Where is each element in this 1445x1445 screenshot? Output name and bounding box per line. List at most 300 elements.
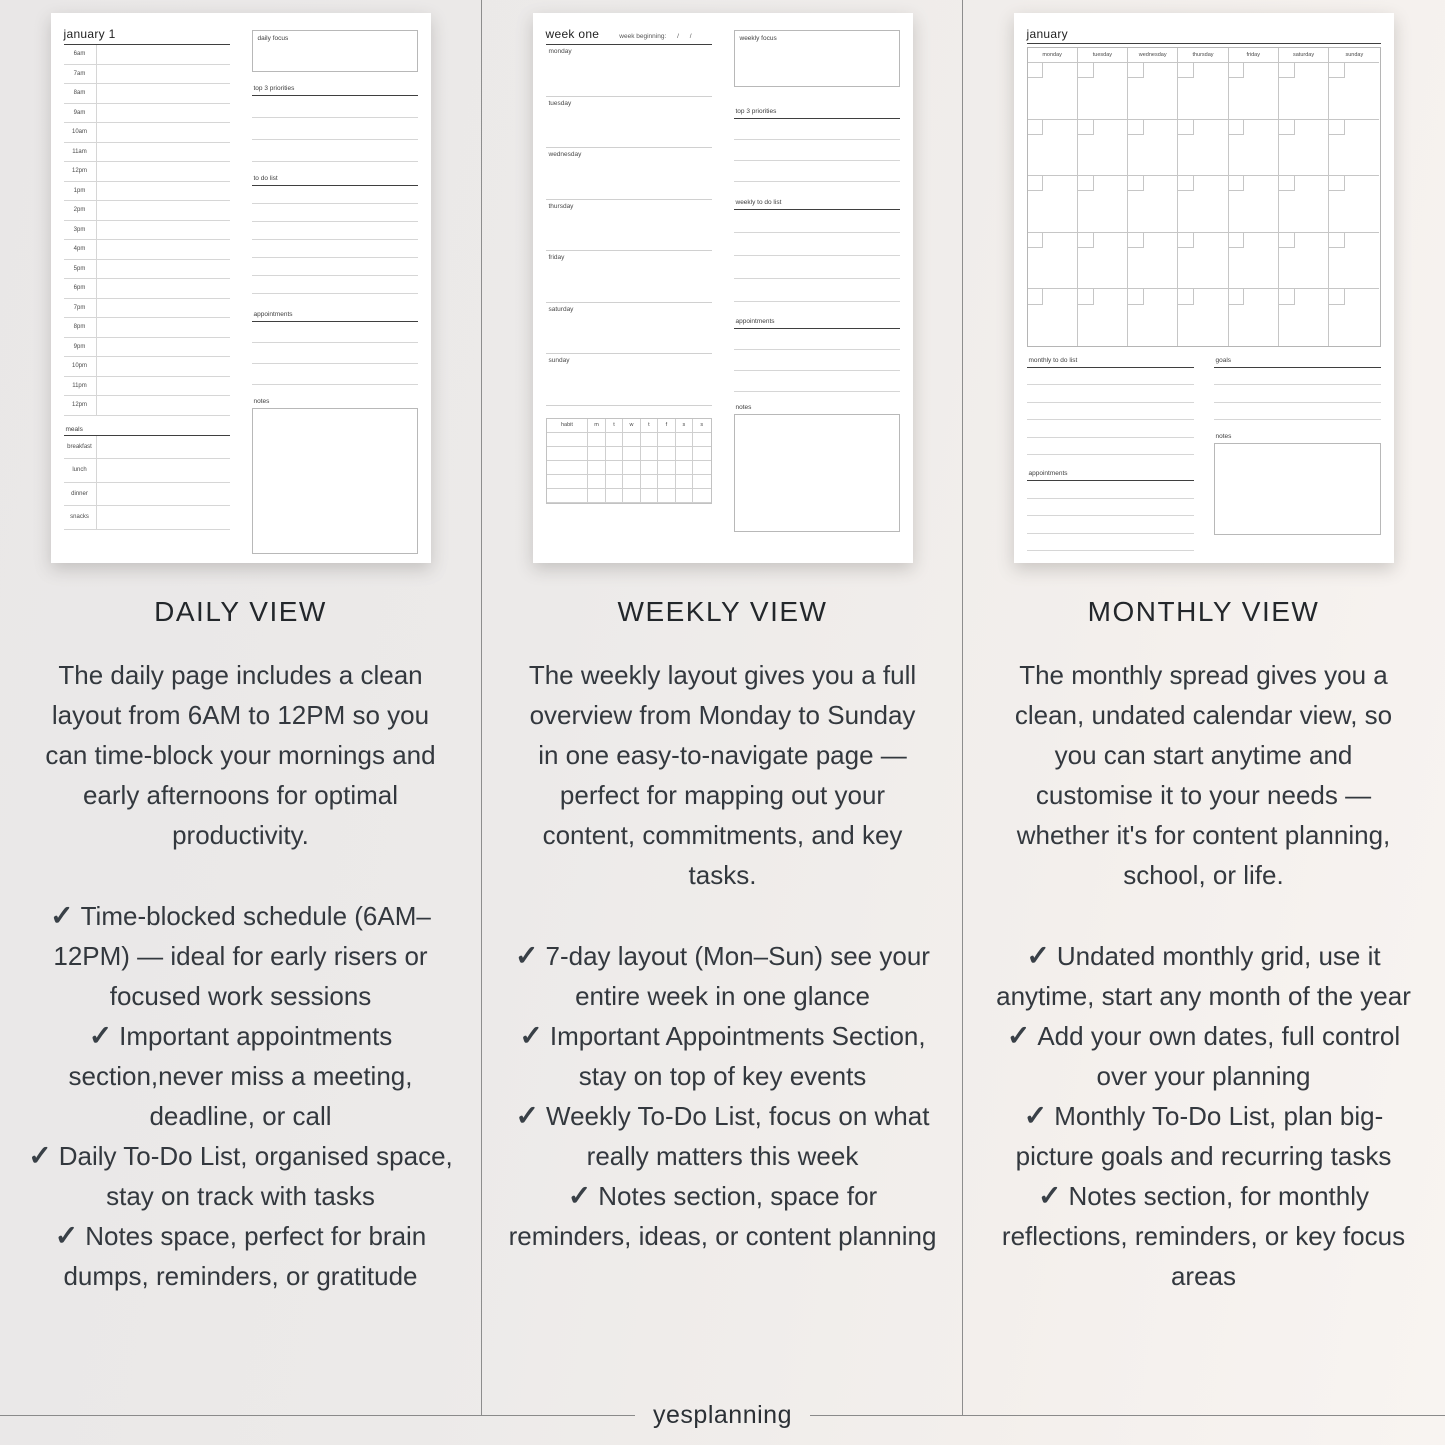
habit-cell bbox=[693, 461, 710, 475]
date-box bbox=[1178, 233, 1194, 248]
notes-box bbox=[734, 414, 900, 532]
weekday-header-cell: thursday bbox=[1178, 48, 1228, 63]
check-icon: ✓ bbox=[519, 1020, 543, 1051]
habit-cell bbox=[693, 475, 710, 489]
check-icon: ✓ bbox=[1023, 1100, 1048, 1131]
date-box bbox=[1178, 289, 1194, 305]
calendar-day-cell bbox=[1178, 289, 1228, 346]
goals-section bbox=[1214, 357, 1381, 421]
habit-cell bbox=[676, 475, 693, 489]
time-label: 11am bbox=[64, 143, 97, 162]
date-box bbox=[1279, 176, 1295, 191]
monthly-bottom-right bbox=[1214, 357, 1381, 552]
to-do-list-label: to do list bbox=[252, 175, 418, 186]
date-box bbox=[1329, 120, 1345, 135]
calendar-day-cell bbox=[1329, 176, 1379, 233]
date-box bbox=[1178, 63, 1194, 78]
ruled-line bbox=[734, 371, 900, 392]
date-box bbox=[1128, 289, 1144, 305]
time-entry-cell bbox=[97, 143, 230, 162]
calendar-day-cell bbox=[1229, 233, 1279, 290]
calendar-day-cell bbox=[1279, 289, 1329, 346]
weekday-header-cell: wednesday bbox=[1128, 48, 1178, 63]
meal-entry-cell bbox=[97, 506, 230, 529]
date-box bbox=[1028, 233, 1044, 248]
goals-label: goals bbox=[1214, 357, 1381, 368]
footer-rule-right bbox=[810, 1415, 1445, 1416]
notes-label: notes bbox=[735, 404, 752, 411]
weekly-page-title: week one bbox=[545, 27, 600, 41]
date-box bbox=[1078, 233, 1094, 248]
meal-label: dinner bbox=[64, 483, 97, 506]
habit-cell bbox=[623, 489, 640, 503]
ruled-line bbox=[1027, 385, 1194, 403]
feature-list bbox=[508, 936, 938, 1256]
feature-item bbox=[508, 1016, 938, 1096]
column-daily bbox=[0, 0, 481, 1296]
calendar-day-cell bbox=[1329, 63, 1379, 120]
time-entry-cell bbox=[97, 45, 230, 64]
weekly-planner-preview bbox=[533, 13, 913, 563]
time-label: 4pm bbox=[64, 240, 97, 259]
time-entry-cell bbox=[97, 377, 230, 396]
column-description: The daily page includes a clean layout from 6AM to 12PM so you can time-block your mornings and early afternoons for optimal productivity. bbox=[45, 660, 436, 850]
time-label: 1pm bbox=[64, 182, 97, 201]
time-slot-row bbox=[64, 357, 230, 377]
notes-label: notes bbox=[1215, 433, 1232, 440]
time-entry-cell bbox=[97, 357, 230, 376]
time-slot-row bbox=[64, 104, 230, 124]
time-label: 7pm bbox=[64, 299, 97, 318]
meal-entry-cell bbox=[97, 436, 230, 459]
ruled-line bbox=[734, 140, 900, 161]
feature-text: Notes section, for monthly reflections, reminders, or key focus areas bbox=[1001, 1181, 1406, 1291]
weekday-header-cell: sunday bbox=[1329, 48, 1379, 63]
date-box bbox=[1128, 233, 1144, 248]
weekday-section: tuesday bbox=[546, 97, 712, 149]
feature-text: Weekly To-Do List, focus on what really matters this week bbox=[546, 1101, 930, 1171]
weekly-focus-box bbox=[734, 30, 900, 87]
weekday-section: wednesday bbox=[546, 148, 712, 200]
appointments-label: appointments bbox=[734, 318, 900, 329]
column-heading: DAILY VIEW bbox=[154, 596, 327, 627]
date-box bbox=[1229, 233, 1245, 248]
date-box bbox=[1028, 120, 1044, 135]
calendar-day-cell bbox=[1329, 120, 1379, 177]
check-icon: ✓ bbox=[1037, 1180, 1062, 1211]
date-box bbox=[1078, 120, 1094, 135]
ruled-line bbox=[1027, 481, 1194, 499]
calendar-day-cell bbox=[1028, 176, 1078, 233]
check-icon: ✓ bbox=[567, 1180, 592, 1211]
feature-item bbox=[989, 1016, 1419, 1096]
appointments-section bbox=[252, 311, 418, 385]
date-box bbox=[1279, 233, 1295, 248]
habit-cell bbox=[676, 447, 693, 461]
appointments-label: appointments bbox=[252, 311, 418, 322]
habit-cell bbox=[588, 461, 605, 475]
feature-text: Notes space, perfect for brain dumps, reminders, or gratitude bbox=[63, 1221, 427, 1291]
ruled-line bbox=[252, 222, 418, 240]
daily-right-column bbox=[252, 27, 418, 549]
notes-section bbox=[1214, 433, 1381, 535]
meal-row bbox=[64, 436, 230, 460]
meal-row bbox=[64, 483, 230, 507]
ruled-line bbox=[734, 350, 900, 371]
notes-section bbox=[734, 404, 900, 532]
top-3-priorities-section bbox=[252, 85, 418, 162]
habit-cell bbox=[693, 447, 710, 461]
time-label: 3pm bbox=[64, 221, 97, 240]
habit-cell bbox=[588, 489, 605, 503]
time-entry-cell bbox=[97, 201, 230, 220]
date-box bbox=[1178, 176, 1194, 191]
habit-cell bbox=[641, 447, 658, 461]
feature-text: Undated monthly grid, use it anytime, start any month of the year bbox=[996, 941, 1411, 1011]
time-label: 6am bbox=[64, 45, 97, 64]
calendar-day-cell bbox=[1279, 120, 1329, 177]
meal-entry-cell bbox=[97, 459, 230, 482]
time-label: 11pm bbox=[64, 377, 97, 396]
habit-cell bbox=[676, 433, 693, 447]
feature-text: 7-day layout (Mon–Sun) see your entire week in one glance bbox=[545, 941, 930, 1011]
notes-box bbox=[252, 408, 418, 554]
time-entry-cell bbox=[97, 396, 230, 415]
time-slot-row bbox=[64, 182, 230, 202]
habit-cell bbox=[606, 461, 623, 475]
date-box bbox=[1128, 63, 1144, 78]
ruled-line bbox=[252, 96, 418, 118]
brand-name: yesplanning bbox=[653, 1400, 792, 1429]
calendar-day-cell bbox=[1028, 120, 1078, 177]
feature-item bbox=[26, 1216, 456, 1296]
habit-cell bbox=[658, 461, 675, 475]
date-box bbox=[1329, 289, 1345, 305]
habit-cell bbox=[606, 447, 623, 461]
meal-label: snacks bbox=[64, 506, 97, 529]
time-entry-cell bbox=[97, 260, 230, 279]
time-slot-row bbox=[64, 45, 230, 65]
time-slot-row bbox=[64, 162, 230, 182]
check-icon: ✓ bbox=[515, 1100, 540, 1131]
calendar-day-cell bbox=[1128, 120, 1178, 177]
column-weekly bbox=[482, 0, 963, 1256]
time-label: 10pm bbox=[64, 357, 97, 376]
time-slot-row bbox=[64, 84, 230, 104]
habit-cell bbox=[693, 433, 710, 447]
to-do-list-section bbox=[252, 175, 418, 294]
feature-item bbox=[26, 1136, 456, 1216]
check-icon: ✓ bbox=[50, 900, 74, 931]
ruled-line bbox=[252, 276, 418, 294]
date-box bbox=[1279, 120, 1295, 135]
date-box bbox=[1279, 289, 1295, 305]
weekly-focus-section bbox=[734, 30, 900, 87]
calendar-day-cell bbox=[1178, 120, 1228, 177]
time-slot-row bbox=[64, 377, 230, 397]
weekly-to-do-list-section bbox=[734, 199, 900, 302]
monthly-page-title: january bbox=[1026, 27, 1068, 41]
ruled-line bbox=[252, 204, 418, 222]
monthly-planner-preview bbox=[1014, 13, 1394, 563]
habit-cell bbox=[588, 433, 605, 447]
feature-item bbox=[26, 896, 456, 1016]
habit-cell bbox=[547, 475, 589, 489]
habit-header-cell: f bbox=[658, 419, 675, 433]
habit-cell bbox=[641, 461, 658, 475]
ruled-line bbox=[1027, 368, 1194, 386]
habit-cell bbox=[606, 433, 623, 447]
weekday-section: thursday bbox=[546, 200, 712, 252]
calendar-day-cell bbox=[1229, 120, 1279, 177]
daily-planner-preview bbox=[51, 13, 431, 563]
calendar-day-cell bbox=[1028, 233, 1078, 290]
monthly-title-row bbox=[1027, 27, 1381, 44]
calendar-day-cell bbox=[1279, 233, 1329, 290]
ruled-line bbox=[1027, 403, 1194, 421]
date-box bbox=[1078, 176, 1094, 191]
weekday-header-cell: saturday bbox=[1279, 48, 1329, 63]
ruled-line bbox=[1027, 420, 1194, 438]
feature-item bbox=[26, 1016, 456, 1136]
date-box bbox=[1128, 176, 1144, 191]
date-box bbox=[1279, 63, 1295, 78]
time-label: 5pm bbox=[64, 260, 97, 279]
feature-text: Monthly To-Do List, plan big-picture goals and recurring tasks bbox=[1015, 1101, 1392, 1171]
time-slot-row bbox=[64, 318, 230, 338]
habit-cell bbox=[676, 489, 693, 503]
feature-text: Time-blocked schedule (6AM–12PM) — ideal for early risers or focused work sessions bbox=[53, 901, 431, 1011]
calendar-day-cell bbox=[1178, 233, 1228, 290]
date-box bbox=[1329, 176, 1345, 191]
feature-item bbox=[989, 936, 1419, 1016]
time-entry-cell bbox=[97, 240, 230, 259]
ruled-line bbox=[252, 118, 418, 140]
habit-tracker-table bbox=[546, 418, 712, 504]
date-box bbox=[1178, 120, 1194, 135]
habit-cell bbox=[658, 475, 675, 489]
time-entry-cell bbox=[97, 104, 230, 123]
date-box bbox=[1078, 289, 1094, 305]
ruled-line bbox=[734, 119, 900, 140]
time-slot-row bbox=[64, 143, 230, 163]
weekday-sections bbox=[546, 45, 712, 406]
habit-cell bbox=[623, 475, 640, 489]
habit-cell bbox=[658, 489, 675, 503]
ruled-line bbox=[1027, 499, 1194, 517]
calendar-day-cell bbox=[1229, 289, 1279, 346]
week-beginning-label: week beginning: / / bbox=[619, 33, 692, 40]
weekday-section: friday bbox=[546, 251, 712, 303]
appointments-section bbox=[1027, 470, 1194, 551]
date-box bbox=[1028, 289, 1044, 305]
feature-text: Notes section, space for reminders, ideas, or content planning bbox=[508, 1181, 937, 1251]
column-heading: WEEKLY VIEW bbox=[617, 596, 828, 627]
weekday-header-cell: monday bbox=[1028, 48, 1078, 63]
daily-title-row bbox=[64, 27, 230, 45]
calendar-day-cell bbox=[1028, 289, 1078, 346]
calendar-day-cell bbox=[1229, 176, 1279, 233]
daily-focus-box bbox=[252, 30, 418, 72]
feature-list bbox=[26, 896, 456, 1296]
monthly-to-do-list-label: monthly to do list bbox=[1027, 357, 1194, 368]
time-entry-cell bbox=[97, 182, 230, 201]
habit-cell bbox=[693, 489, 710, 503]
habit-header-cell: m bbox=[588, 419, 605, 433]
date-box bbox=[1128, 120, 1144, 135]
brand-footer bbox=[0, 1399, 1445, 1431]
time-slot-row bbox=[64, 299, 230, 319]
monthly-bottom-area bbox=[1027, 357, 1381, 552]
calendar-day-cell bbox=[1078, 289, 1128, 346]
time-label: 6pm bbox=[64, 279, 97, 298]
column-heading: MONTHLY VIEW bbox=[1087, 596, 1320, 627]
calendar-day-cell bbox=[1279, 63, 1329, 120]
date-box bbox=[1078, 63, 1094, 78]
time-slot-row bbox=[64, 123, 230, 143]
habit-header-cell: w bbox=[623, 419, 640, 433]
calendar-day-cell bbox=[1229, 63, 1279, 120]
calendar-day-cell bbox=[1078, 233, 1128, 290]
feature-item bbox=[508, 1096, 938, 1176]
calendar-day-cell bbox=[1128, 176, 1178, 233]
time-entry-cell bbox=[97, 65, 230, 84]
date-box bbox=[1028, 63, 1044, 78]
weekday-section: sunday bbox=[546, 354, 712, 406]
time-label: 8pm bbox=[64, 318, 97, 337]
habit-cell bbox=[588, 475, 605, 489]
notes-box bbox=[1214, 443, 1381, 535]
meal-row bbox=[64, 459, 230, 483]
calendar-day-cell bbox=[1078, 120, 1128, 177]
time-label: 12pm bbox=[64, 162, 97, 181]
time-slot-row bbox=[64, 65, 230, 85]
time-slot-row bbox=[64, 279, 230, 299]
date-box bbox=[1229, 176, 1245, 191]
time-slot-row bbox=[64, 201, 230, 221]
top-3-priorities-section bbox=[734, 108, 900, 182]
habit-cell bbox=[676, 461, 693, 475]
time-entry-cell bbox=[97, 221, 230, 240]
habit-cell bbox=[547, 461, 589, 475]
habit-cell bbox=[623, 447, 640, 461]
monthly-calendar-grid bbox=[1027, 47, 1381, 347]
ruled-line bbox=[252, 140, 418, 162]
appointments-section bbox=[734, 318, 900, 392]
check-icon: ✓ bbox=[88, 1020, 113, 1051]
meal-entry-cell bbox=[97, 483, 230, 506]
time-label: 12pm bbox=[64, 396, 97, 415]
calendar-day-cell bbox=[1078, 176, 1128, 233]
time-grid bbox=[64, 45, 230, 416]
monthly-to-do-list-section bbox=[1027, 357, 1194, 456]
ruled-line bbox=[252, 343, 418, 364]
habit-header-cell: s bbox=[676, 419, 693, 433]
date-box bbox=[1329, 63, 1345, 78]
check-icon: ✓ bbox=[54, 1220, 79, 1251]
habit-cell bbox=[658, 447, 675, 461]
ruled-line bbox=[1027, 438, 1194, 456]
meal-row bbox=[64, 506, 230, 530]
calendar-day-cell bbox=[1329, 233, 1379, 290]
date-box bbox=[1229, 120, 1245, 135]
ruled-line bbox=[1214, 385, 1381, 403]
column-monthly bbox=[963, 0, 1444, 1296]
check-icon: ✓ bbox=[1006, 1020, 1031, 1051]
habit-cell bbox=[641, 433, 658, 447]
time-label: 10am bbox=[64, 123, 97, 142]
habit-cell bbox=[547, 489, 589, 503]
column-description: The monthly spread gives you a clean, undated calendar view, so you can start anytime and customise it to your needs — whether it's for content planning, school, or life. bbox=[1014, 660, 1393, 890]
habit-cell bbox=[588, 447, 605, 461]
time-slot-row bbox=[64, 260, 230, 280]
meals-grid bbox=[64, 436, 230, 530]
ruled-line bbox=[252, 364, 418, 385]
appointments-label: appointments bbox=[1027, 470, 1194, 481]
feature-item bbox=[508, 1176, 938, 1256]
weekday-header-cell: friday bbox=[1229, 48, 1279, 63]
feature-text: Add your own dates, full control over your planning bbox=[1037, 1021, 1401, 1091]
calendar-day-cell bbox=[1128, 63, 1178, 120]
time-slot-row bbox=[64, 221, 230, 241]
weekday-header-cell: tuesday bbox=[1078, 48, 1128, 63]
time-slot-row bbox=[64, 396, 230, 416]
calendar-day-cell bbox=[1178, 63, 1228, 120]
daily-focus-label: daily focus bbox=[257, 35, 289, 42]
check-icon: ✓ bbox=[515, 940, 539, 971]
feature-text: Important Appointments Section, stay on top of key events bbox=[549, 1021, 926, 1091]
time-slot-row bbox=[64, 240, 230, 260]
weekday-section: saturday bbox=[546, 303, 712, 355]
monthly-bottom-left bbox=[1027, 357, 1194, 552]
feature-item bbox=[508, 936, 938, 1016]
habit-header-cell: t bbox=[606, 419, 623, 433]
calendar-day-cell bbox=[1128, 289, 1178, 346]
weekly-right-column bbox=[734, 27, 900, 549]
calendar-day-cell bbox=[1329, 289, 1379, 346]
notes-section bbox=[252, 398, 418, 554]
habit-cell bbox=[658, 433, 675, 447]
check-icon: ✓ bbox=[1026, 940, 1050, 971]
time-entry-cell bbox=[97, 318, 230, 337]
weekly-title-row bbox=[546, 27, 712, 45]
ruled-line bbox=[252, 186, 418, 204]
meal-label: lunch bbox=[64, 459, 97, 482]
feature-text: Daily To-Do List, organised space, stay on track with tasks bbox=[58, 1141, 453, 1211]
date-box bbox=[1028, 176, 1044, 191]
ruled-line bbox=[734, 329, 900, 350]
date-box bbox=[1329, 233, 1345, 248]
time-label: 2pm bbox=[64, 201, 97, 220]
ruled-line bbox=[734, 210, 900, 233]
time-label: 9am bbox=[64, 104, 97, 123]
calendar-day-cell bbox=[1279, 176, 1329, 233]
weekday-section: monday bbox=[546, 45, 712, 97]
ruled-line bbox=[252, 322, 418, 343]
time-label: 8am bbox=[64, 84, 97, 103]
ruled-line bbox=[734, 233, 900, 256]
time-entry-cell bbox=[97, 279, 230, 298]
feature-item bbox=[989, 1096, 1419, 1176]
daily-left-column bbox=[64, 27, 230, 549]
time-entry-cell bbox=[97, 338, 230, 357]
weekly-focus-label: weekly focus bbox=[739, 35, 777, 42]
habit-cell bbox=[623, 461, 640, 475]
date-box bbox=[1229, 63, 1245, 78]
habit-cell bbox=[547, 447, 589, 461]
weekly-left-column bbox=[546, 27, 712, 549]
meal-label: breakfast bbox=[64, 436, 97, 459]
